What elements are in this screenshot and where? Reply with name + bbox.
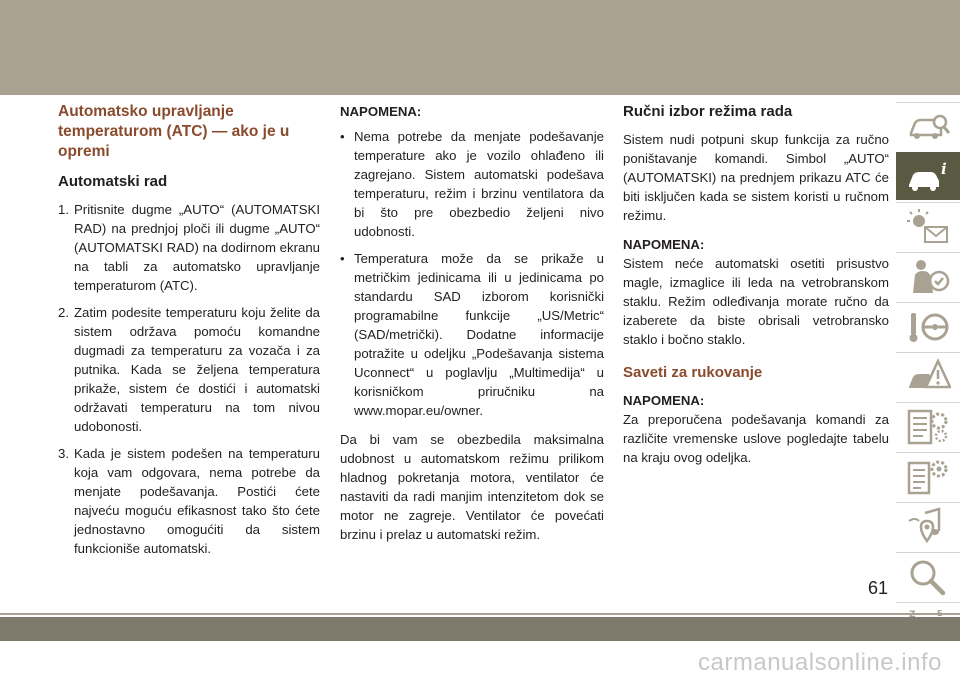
svg-text:i: i (941, 159, 947, 178)
bullet-icon: • (340, 251, 345, 266)
list-item (340, 127, 604, 241)
note-text: Sistem neće automatski osetiti prisustvo magle, izmaglice ili leda na vetrobranskom staklu. Režim odleđivanja morate ručno da izaberete da biste obrisali vetrobransko staklo i bočno staklo. (623, 256, 889, 347)
note-label: NAPOMENA: (340, 104, 422, 119)
heading-manual-mode: Ručni izbor režima rada (623, 103, 793, 120)
watermark-text: carmanualsonline.info (698, 649, 942, 676)
bullet-text: Nema potrebe da menjate podešavanje temperature ako je vozilo ohlađeno ili zagrejano. Sistem automatski podešava temperaturu, režim i brzinu ventilatora da bi što pre obezbedio željeni nivo udobnosti. (354, 129, 604, 239)
heading-operating-tips: Saveti za rukovanje (623, 364, 763, 381)
note-label: NAPOMENA: (623, 237, 705, 252)
body-paragraph: Da bi vam se obezbedila maksimalna udobnost u automatskom režimu prilikom hladnog pokretanja motora, ventilator će nastaviti da radi manjim intenzitetom dok se motor ne zagreje. Ventilator će povećati brzinu i prelaz u automatski režim. (340, 432, 604, 542)
section-heading-line: opremi (58, 143, 110, 160)
step-number: 1. (58, 202, 69, 217)
column-3 (623, 102, 889, 475)
footer-rule (0, 613, 960, 615)
steps-list (58, 200, 320, 558)
search-icon (905, 557, 951, 597)
list-item (340, 249, 604, 420)
subheading-automatic-mode: Automatski rad (58, 173, 168, 190)
list-item (58, 303, 320, 436)
safety-airbag-icon (905, 257, 951, 297)
tab-starting-driving[interactable] (896, 302, 960, 350)
step-text: Pritisnite dugme „AUTO“ (AUTOMATSKI RAD) na prednjoj ploči ili dugme „AUTO“ (AUTOMATSKI RAD) na dodirnom ekranu na tabli za automatsko upravljanje temperaturom (ATC). (74, 202, 320, 293)
tab-servicing[interactable] (896, 402, 960, 450)
tab-technical-specs[interactable] (896, 452, 960, 500)
multimedia-icon (905, 507, 951, 547)
tab-warning-lights[interactable] (896, 202, 960, 250)
tab-multimedia[interactable] (896, 502, 960, 550)
tab-car-search[interactable] (896, 102, 960, 150)
emergency-triangle-icon (905, 357, 951, 397)
technical-specs-icon (905, 457, 951, 497)
step-number: 2. (58, 305, 69, 320)
note-bullets (340, 127, 604, 420)
note-label: NAPOMENA: (623, 393, 705, 408)
column-1 (58, 102, 320, 566)
step-text: Zatim podesite temperaturu koju želite da sistem održava pomoću komandne dugmadi za temperaturu za vozača i za putnika. Kada se željena temperatura prikaže, sistem će dostići i automatski održavati temperaturu na tom nivou udobonosti. (74, 305, 320, 434)
body-paragraph: Sistem nudi potpuni skup funkcija za ručno poništavanje komandi. Simbol „AUTO“ (AUTOMATSKI) na prednjem prikazu ATC će biti isključen kada se sistem koristi u ručnom režimu. (623, 132, 889, 223)
note-text: Za preporučena podešavanja komandi za različite vremenske uslove pogledajte tabelu na kraju ovog odeljka. (623, 412, 889, 465)
section-heading-line: Automatsko upravljanje (58, 103, 234, 120)
starting-driving-icon (905, 307, 951, 347)
step-text: Kada je sistem podešen na temperaturu koja vam odgovara, nema potrebe da menjate podešavanja. Postići ćete najveću moguću efikasnost tako što ćete jednostavno omogućiti da sistem funkcioniše automatski. (74, 446, 320, 556)
tab-safety[interactable] (896, 252, 960, 300)
tab-emergency[interactable] (896, 352, 960, 400)
chapter-tabs (896, 102, 960, 652)
servicing-maintenance-icon (905, 407, 951, 447)
car-info-icon (905, 157, 951, 197)
tab-search[interactable] (896, 552, 960, 600)
column-2 (340, 102, 604, 552)
bullet-text: Temperatura može da se prikaže u metričkim jedinicama ili u jedinicama po standardu SAD izborom korisnički programabilne funkcije „US/Metric“ (SAD/metrički). Dodatne informacije potražite u odeljku „Podešavanja sistema Uconnect“ u poglavlju „Multimedija“ u korisničkom priručniku na www.mopar.eu/owner. (354, 251, 604, 418)
footer-band (0, 617, 960, 641)
step-number: 3. (58, 446, 69, 461)
tab-car-info[interactable] (896, 152, 960, 200)
list-item (58, 200, 320, 295)
section-heading (58, 102, 320, 162)
section-heading-line: temperaturom (ATC) — ako je u (58, 123, 290, 140)
list-item (58, 444, 320, 558)
bullet-icon: • (340, 129, 345, 144)
warning-lights-message-icon (905, 207, 951, 247)
car-search-icon (905, 107, 951, 147)
header-band (0, 0, 960, 95)
page-number: 61 (868, 578, 889, 598)
